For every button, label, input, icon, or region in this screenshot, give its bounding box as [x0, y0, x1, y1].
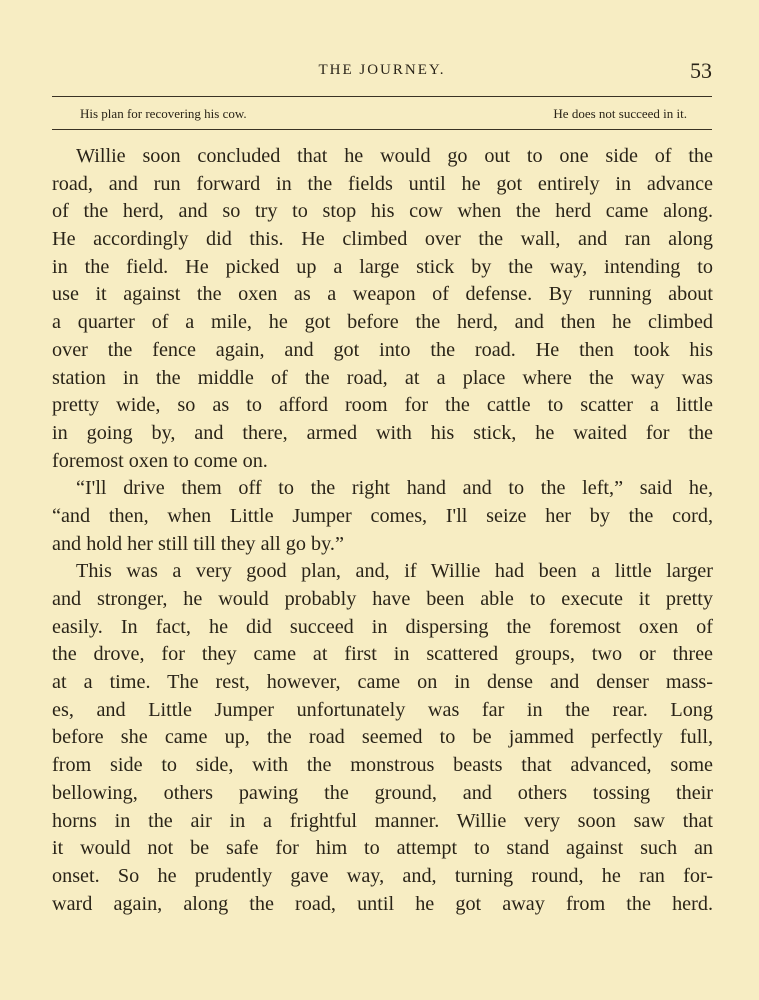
text-line: and hold her still till they all go by.”	[52, 532, 344, 555]
text-line: use it against the oxen as a weapon of defense. By running about	[52, 283, 713, 306]
text-line: and stronger, he would probably have been able to execute it pretty	[52, 588, 713, 610]
text-line: This was a very good plan, and, if Willie had been a little larger	[76, 560, 713, 583]
text-line: a quarter of a mile, he got before the herd, and then he climbed	[52, 311, 713, 334]
text-line: “and then, when Little Jumper comes, I'll seize her by the cord,	[52, 504, 713, 527]
sidenote-bar	[52, 104, 712, 126]
sidenote-left: His plan for recovering his cow.	[80, 106, 247, 121]
header-rule-bottom	[52, 129, 712, 130]
text-line: He accordingly did this. He climbed over the wall, and ran along	[52, 228, 713, 251]
text-line: station in the middle of the road, at a place where the way was	[52, 366, 713, 389]
text-line: of the herd, and so try to stop his cow when the herd came along.	[52, 200, 713, 223]
running-title: THE JOURNEY.	[318, 62, 446, 78]
body-text	[52, 143, 713, 918]
text-line: the drove, for they came at first in scattered groups, two or three	[52, 643, 713, 666]
text-line: in going by, and there, armed with his stick, he waited for the	[52, 421, 713, 444]
text-line: pretty wide, so as to afford room for the cattle to scatter a little	[52, 394, 713, 417]
text-line: over the fence again, and got into the road. He then took his	[52, 338, 713, 361]
text-line: ward again, along the road, until he got away from the herd.	[52, 892, 713, 915]
text-line: at a time. The rest, however, came on in dense and denser mass-	[52, 671, 713, 694]
text-line: road, and run forward in the fields until he got entirely in advance	[52, 172, 713, 195]
text-line: from side to side, with the monstrous beasts that advanced, some	[52, 754, 713, 777]
text-line: in the field. He picked up a large stick by the way, intending to	[52, 255, 713, 278]
sidenote-right: He does not succeed in it.	[553, 106, 687, 121]
page-number: 53	[690, 58, 712, 83]
text-line: onset. So he prudently gave way, and, turning round, he ran for-	[52, 864, 713, 887]
text-line: before she came up, the road seemed to be jammed perfectly full,	[52, 726, 713, 749]
header-rule-top	[52, 96, 712, 97]
text-line: Willie soon concluded that he would go out to one side of the	[76, 145, 713, 167]
text-line: it would not be safe for him to attempt to stand against such an	[52, 837, 713, 860]
text-line: bellowing, others pawing the ground, and others tossing their	[52, 781, 713, 804]
text-line: “I'll drive them off to the right hand and to the left,” said he,	[76, 477, 713, 500]
text-line: es, and Little Jumper unfortunately was far in the rear. Long	[52, 698, 713, 721]
text-line: horns in the air in a frightful manner. Willie very soon saw that	[52, 809, 713, 832]
running-head	[52, 58, 712, 88]
text-line: foremost oxen to come on.	[52, 449, 268, 472]
text-line: easily. In fact, he did succeed in dispersing the foremost oxen of	[52, 615, 713, 638]
